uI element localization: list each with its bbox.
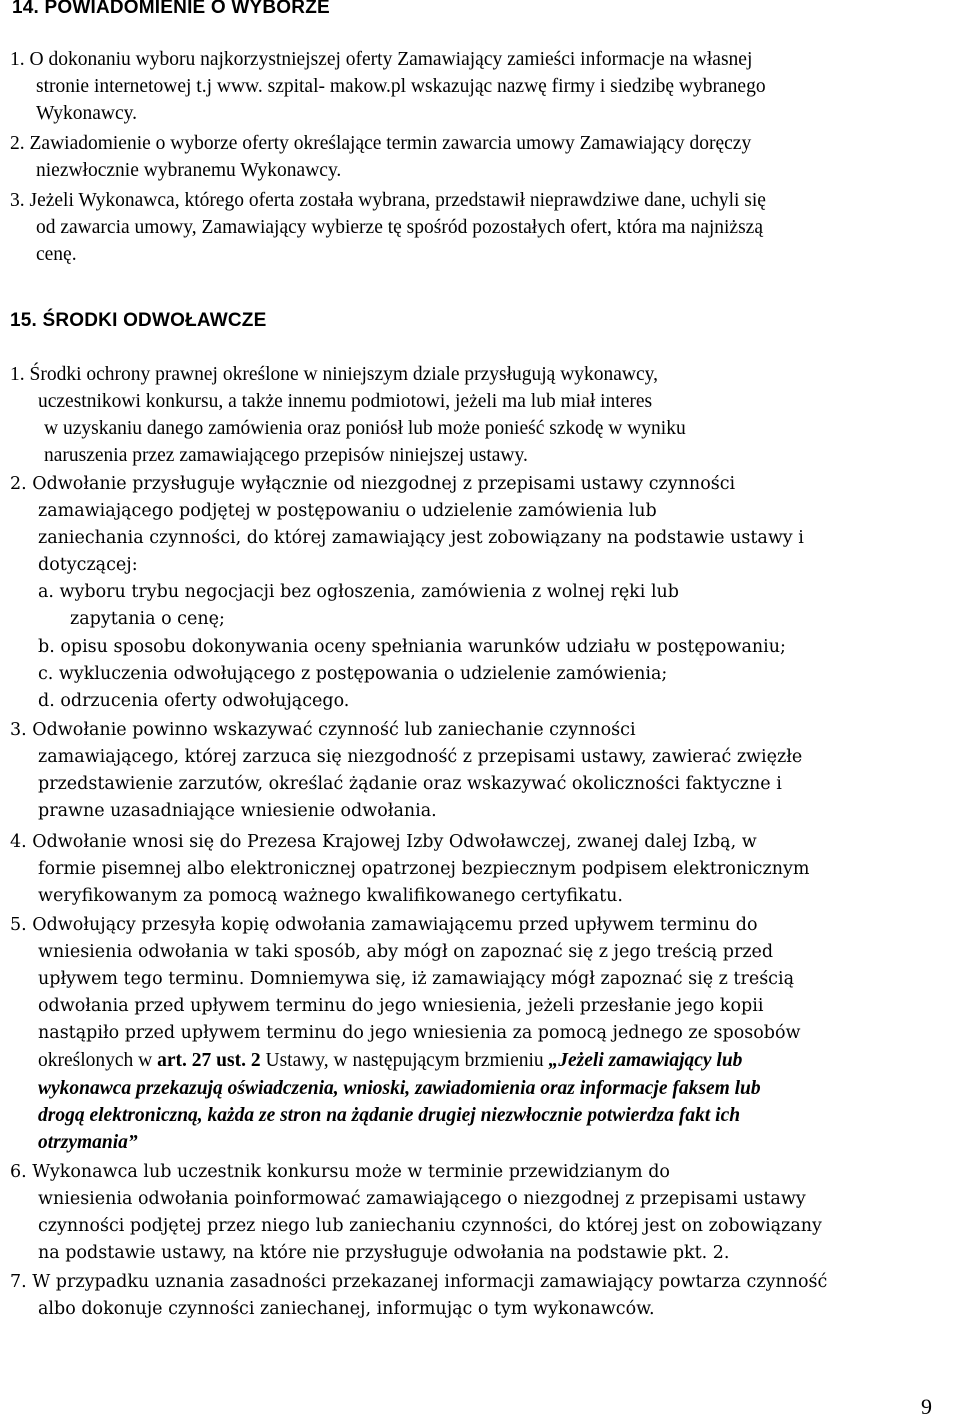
- s15-p1-line-1: 1. Środki ochrony prawnej określone w niniejszym dziale przysługują wykonawcy,: [10, 364, 659, 385]
- s14-line-3: Wykonawcy.: [36, 103, 137, 124]
- s14-line-1: 1. O dokonaniu wyboru najkorzystniejszej oferty Zamawiający zamieści informacje na własnej: [10, 49, 753, 70]
- s15-p2-line-2: zamawiającego podjętej w postępowaniu o udzielenie zamówienia lub: [38, 501, 657, 521]
- s15-p5-quote-line-1: wykonawca przekazują oświadczenia, wnioski, zawiadomienia oraz informacje faksem lub: [38, 1078, 761, 1099]
- s15-p3-line-3: przedstawienie zarzutów, określać żądanie oraz wskazywać okoliczności faktyczne i: [38, 774, 782, 794]
- s15-p5-line-3: upływem tego terminu. Domniemywa się, iż zamawiający mógł zapoznać się z treścią: [38, 969, 795, 989]
- s14-line-2: stronie internetowej t.j www. szpital- makow.pl wskazując nazwę firmy i siedzibę wybranego: [36, 76, 766, 97]
- s15-p7-line-2: albo dokonuje czynności zaniechanej, informując o tym wykonawców.: [38, 1299, 655, 1319]
- s15-p6-line-4: na podstawie ustawy, na które nie przysługuje odwołania na podstawie pkt. 2.: [38, 1243, 730, 1263]
- s14-line-5: niezwłocznie wybranemu Wykonawcy.: [36, 160, 342, 181]
- s15-p6-line-2: wniesienia odwołania poinformować zamawiającego o niezgodnej z przepisami ustawy: [38, 1189, 806, 1209]
- page-number: 9: [921, 1394, 932, 1419]
- s15-p5-line-5: nastąpiło przed upływem terminu do jego wniesienia za pomocą jednego ze sposobów: [38, 1023, 801, 1043]
- s15-p7-line-1: 7. W przypadku uznania zasadności przekazanej informacji zamawiający powtarza czynność: [10, 1272, 828, 1292]
- s15-p2-item-d: d. odrzucenia oferty odwołującego.: [38, 691, 350, 711]
- s15-p2-item-a-cont: zapytania o cenę;: [70, 609, 225, 629]
- s15-p5-line-6: [38, 1047, 742, 1074]
- s15-p5-quote-line-2: drogą elektroniczną, każda ze stron na żądanie drugiej niezwłocznie potwierdza fakt ich: [38, 1105, 741, 1126]
- s15-p5-ref-pre: określonych w: [38, 1050, 158, 1071]
- s15-p2-item-c: c. wykluczenia odwołującego z postępowania o udzielenie zamówienia;: [38, 664, 668, 684]
- s15-p1-line-4: naruszenia przez zamawiającego przepisów niniejszej ustawy.: [44, 445, 528, 466]
- s15-p4-line-2: formie pisemnej albo elektronicznej opatrzonej bezpiecznym podpisem elektronicznym: [38, 859, 810, 879]
- s15-p4-line-1: 4. Odwołanie wnosi się do Prezesa Krajowej Izby Odwoławczej, zwanej dalej Izbą, w: [10, 832, 757, 852]
- s15-p5-ref-article: art. 27 ust. 2: [157, 1050, 261, 1071]
- section-15-heading: 15. ŚRODKI ODWOŁAWCZE: [10, 310, 267, 331]
- s15-p5-quote-line-3: otrzymania”: [38, 1132, 138, 1153]
- s15-p5-ref-mid: Ustawy, w następującym brzmieniu: [260, 1050, 549, 1071]
- s15-p4-line-3: weryfikowanym za pomocą ważnego kwalifikowanego certyfikatu.: [38, 886, 623, 906]
- s14-line-7: od zawarcia umowy, Zamawiający wybierze tę spośród pozostałych ofert, która ma najniższą: [36, 217, 763, 238]
- s15-p5-line-2: wniesienia odwołania w taki sposób, aby mógł on zapoznać się z jego treścią przed: [38, 942, 774, 962]
- s15-p2-line-3: zaniechania czynności, do której zamawiający jest zobowiązany na podstawie ustawy i: [38, 528, 804, 548]
- s15-p6-line-1: 6. Wykonawca lub uczestnik konkursu może w terminie przewidzianym do: [10, 1162, 670, 1182]
- s15-p6-line-3: czynności podjętej przez niego lub zaniechaniu czynności, do której jest on zobowiązany: [38, 1216, 822, 1236]
- s15-p5-line-1: 5. Odwołujący przesyła kopię odwołania zamawiającemu przed upływem terminu do: [10, 915, 758, 935]
- s15-p1-line-3: w uzyskaniu danego zamówienia oraz poniósł lub może ponieść szkodę w wyniku: [44, 418, 686, 439]
- s14-line-6: 3. Jeżeli Wykonawca, którego oferta została wybrana, przedstawił nieprawdziwe dane, uchyli się: [10, 190, 766, 211]
- section-14-heading: 14. POWIADOMIENIE O WYBORZE: [12, 0, 330, 18]
- s15-p3-line-4: prawne uzasadniające wniesienie odwołania.: [38, 801, 437, 821]
- s15-p2-line-1: 2. Odwołanie przysługuje wyłącznie od niezgodnej z przepisami ustawy czynności: [10, 474, 736, 494]
- s14-line-8: cenę.: [36, 244, 77, 265]
- s15-p2-line-4: dotyczącej:: [38, 555, 138, 575]
- s15-p3-line-1: 3. Odwołanie powinno wskazywać czynność lub zaniechanie czynności: [10, 720, 636, 740]
- s14-line-4: 2. Zawiadomienie o wyborze oferty określające termin zawarcia umowy Zamawiający doręczy: [10, 133, 752, 154]
- s15-p3-line-2: zamawiającego, której zarzuca się niezgodność z przepisami ustawy, zawierać zwięzłe: [38, 747, 803, 767]
- s15-p5-line-4: odwołania przed upływem terminu do jego wniesienia, jeżeli przesłanie jego kopii: [38, 996, 764, 1016]
- s15-p2-item-a: a. wyboru trybu negocjacji bez ogłoszenia, zamówienia z wolnej ręki lub: [38, 582, 680, 602]
- s15-p1-line-2: uczestnikowi konkursu, a także innemu podmiotowi, jeżeli ma lub miał interes: [38, 391, 653, 412]
- s15-p5-quote-start: „Jeżeli zamawiający lub: [548, 1050, 743, 1071]
- s15-p2-item-b: b. opisu sposobu dokonywania oceny spełniania warunków udziału w postępowaniu;: [38, 637, 786, 657]
